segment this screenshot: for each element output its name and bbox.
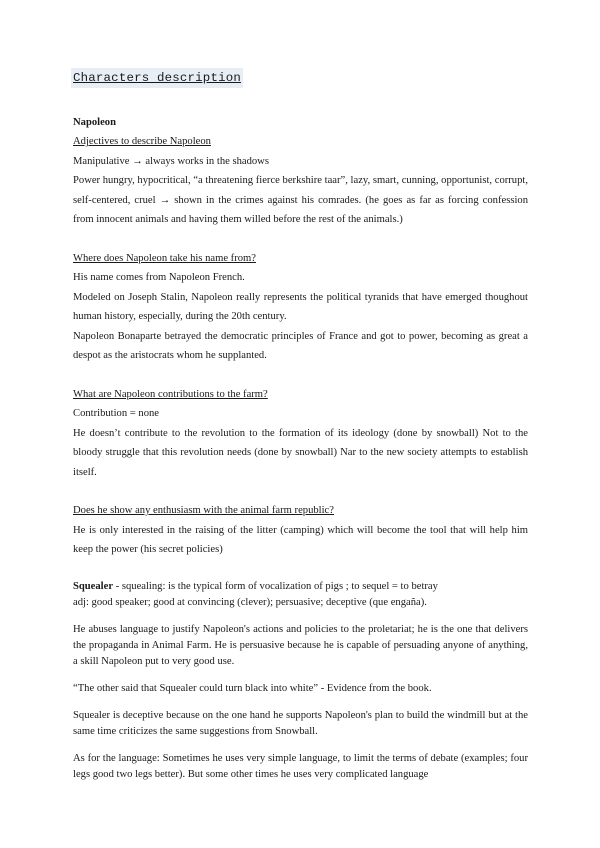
- spacer: [73, 611, 528, 622]
- document-title: Characters description: [71, 68, 243, 88]
- name-origin-paragraph-stalin: Modeled on Joseph Stalin, Napoleon really represents the political tyranids that have emerged thoughout human history, especially, during the 20th century.: [73, 291, 528, 322]
- enthusiasm-heading: Does he show any enthusiasm with the animal farm republic?: [73, 505, 334, 516]
- spacer: [73, 230, 528, 249]
- squealer-name: Squealer: [73, 580, 114, 592]
- spacer: [73, 366, 528, 385]
- enthusiasm-paragraph: He is only interested in the raising of the litter (camping) which will become the tool that will help him keep the power (his secret policies): [73, 524, 528, 555]
- squealer-paragraph-deceptive: Squealer is deceptive because on the one hand he supports Napoleon's plan to build the windmill but at the same time criticizes the same suggestions from Snowball.: [73, 709, 528, 737]
- spacer: [73, 670, 528, 681]
- spacer: [73, 482, 528, 501]
- squealer-adjectives: adj: good speaker; good at convincing (clever); persuasive; deceptive (que engaña).: [73, 596, 427, 608]
- squealer-quote: “The other said that Squealer could turn black into white” - Evidence from the book.: [73, 682, 432, 694]
- contributions-heading: What are Napoleon contributions to the farm?: [73, 388, 268, 400]
- squealer-intro-text: - squealing: is the typical form of vocalization of pigs ; to sequel = to betray: [113, 580, 438, 592]
- napoleon-line-manipulative: Manipulative → always works in the shadows: [73, 155, 269, 167]
- spacer: [73, 89, 528, 113]
- document-content: [73, 68, 528, 783]
- name-origin-paragraph-bonaparte: Napoleon Bonaparte betrayed the democratic principles of France and got to power, becoming as great a despot as the aristocrats whom he supplanted.: [73, 330, 528, 361]
- squealer-paragraph-simple-language: As for the language: Sometimes he uses very simple language, to limit the terms of debate (examples; four legs good two legs better). But some other times he uses very complicated language: [73, 752, 528, 780]
- adjectives-heading: Adjectives to describe Napoleon: [73, 136, 211, 147]
- spacer: [73, 560, 528, 579]
- name-origin-line: His name comes from Napoleon French.: [73, 272, 245, 283]
- contributions-line: Contribution = none: [73, 408, 160, 419]
- spacer: [73, 740, 528, 751]
- name-origin-heading: Where does Napoleon take his name from?: [73, 252, 256, 264]
- napoleon-adjectives-paragraph: Power hungry, hypocritical, “a threatening fierce berkshire taar”, lazy, smart, cunning, opportunist, corrupt, self-centered, cruel → shown in the crimes against his comrades. (he goes as far as forcing confession from innocent animals and having them willed before the rest of the animals.): [73, 175, 528, 225]
- squealer-paragraph-language: He abuses language to justify Napoleon's actions and policies to the proletariat; he is the one that delivers the propaganda in Animal Farm. He is persuasive because he is capable of persuading anyone of anything, a skill Napoleon put to very good use.: [73, 623, 528, 667]
- squealer-intro: [73, 579, 528, 595]
- napoleon-heading: Napoleon: [73, 116, 116, 128]
- contributions-paragraph: He doesn’t contribute to the revolution to the formation of its ideology (done by snowball) Not to the bloody struggle that this revolution needs (done by snowball) Nar to the new society attempts to establish itself.: [73, 427, 528, 478]
- spacer: [73, 697, 528, 708]
